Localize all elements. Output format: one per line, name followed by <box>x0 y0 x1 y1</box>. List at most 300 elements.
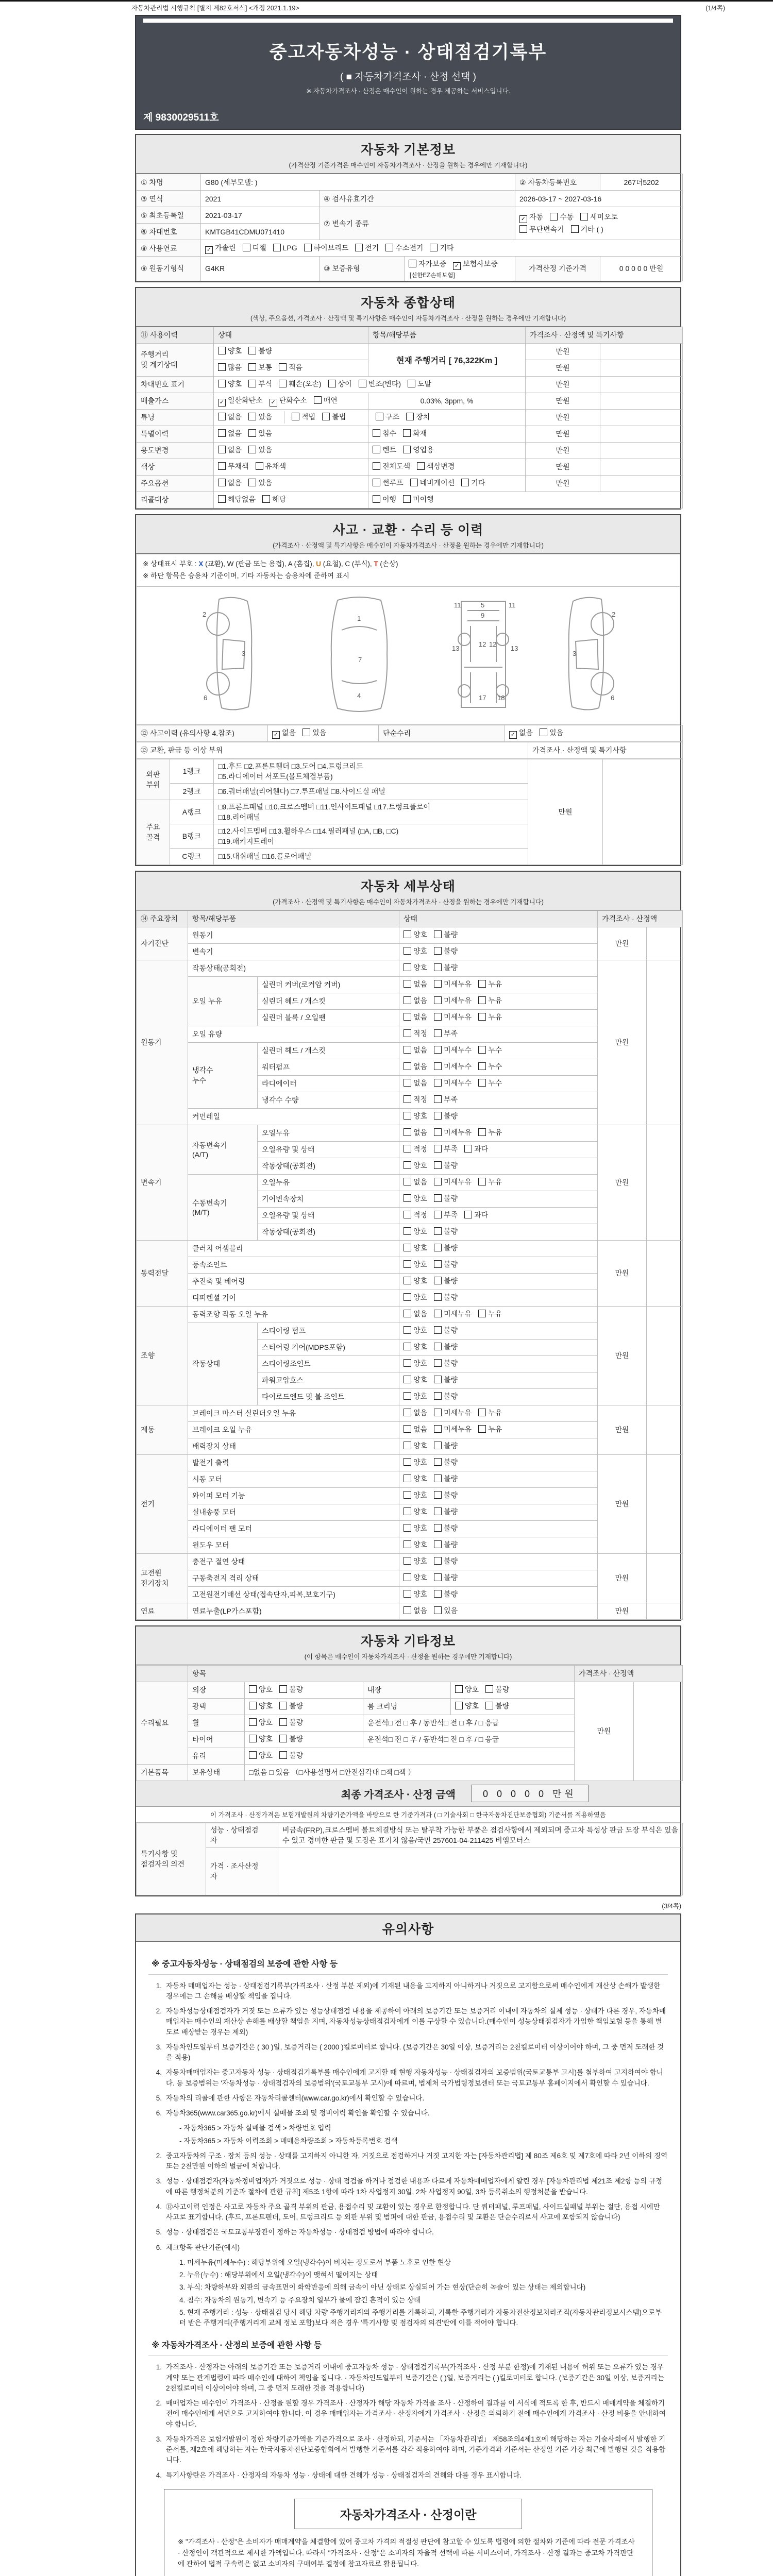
checkbox-option[interactable]: ✓ 자동 <box>519 211 543 224</box>
checkbox-option[interactable]: 양호 <box>404 1226 427 1238</box>
checkbox-option[interactable]: ✓ 일산화탄소 <box>218 395 263 407</box>
checkbox-option[interactable]: 없음 <box>218 477 242 489</box>
table-cell: 와이퍼 모터 기능 <box>188 1487 399 1504</box>
checkbox-option[interactable]: 해당 <box>262 494 286 506</box>
checkbox-option[interactable]: 불량 <box>434 1275 458 1287</box>
checkbox-icon <box>404 1425 411 1433</box>
checkbox-option[interactable]: 양호 <box>404 1539 427 1551</box>
checkbox-option[interactable]: 영업용 <box>403 444 434 456</box>
checkbox-option[interactable]: 없음 <box>404 1407 427 1419</box>
checkbox-option[interactable]: 누유 <box>478 1423 502 1436</box>
checkbox-option[interactable]: 불량 <box>434 1539 458 1551</box>
checkbox-option[interactable]: 누유 <box>478 1127 502 1139</box>
checkbox-option[interactable]: 누유 <box>478 1011 502 1024</box>
checkbox-option[interactable]: 불량 <box>434 1374 458 1386</box>
table-cell: 만원 <box>598 1553 647 1603</box>
checkbox-option[interactable]: 미세누유 <box>434 1127 472 1139</box>
checkbox-option[interactable]: 없음 <box>218 411 242 423</box>
checkbox-icon <box>243 244 250 251</box>
checkbox-icon <box>404 1112 411 1120</box>
options-cell <box>451 1682 575 1698</box>
checkbox-option[interactable]: 미세누유 <box>434 1011 472 1024</box>
checkbox-icon <box>434 1013 442 1021</box>
checkbox-option[interactable]: 불량 <box>248 345 272 358</box>
checkbox-option[interactable]: 부족 <box>434 1209 458 1222</box>
checkbox-option[interactable]: 없음 <box>404 1044 427 1057</box>
checkbox-icon <box>403 446 411 453</box>
checkbox-option[interactable]: 양호 <box>404 1242 427 1255</box>
checkbox-option[interactable]: 불량 <box>434 1506 458 1518</box>
checkbox-option[interactable]: 미이행 <box>403 494 434 506</box>
notice-sub-item: - 자동차365 > 자동차 실매물 검색 > 차량번호 입력 <box>179 2124 331 2132</box>
checkbox-option[interactable]: 있음 <box>248 411 272 423</box>
checkbox-option[interactable]: 수소전기 <box>385 242 423 255</box>
checkbox-option[interactable]: 적정 <box>404 1028 427 1040</box>
checkbox-option[interactable]: 미세누수 <box>434 1044 472 1057</box>
checkbox-option[interactable]: 양호 <box>404 1473 427 1485</box>
options-cell <box>399 943 598 960</box>
notice-item-text: 자동차 매매업자는 성능 · 상태점검기록부(가격조사 · 산정 부분 제외)에 기재된 내용을 고지하지 아니하거나 거짓으로 고지함으로써 매수인에게 재산상 손해가 발생한 경우에는 그 손해를 배상할 책임을 집니다. <box>166 1981 661 2000</box>
checkbox-option[interactable]: LPG <box>273 242 297 255</box>
state-code-segment: T <box>374 560 378 568</box>
checkbox-icon <box>249 1702 257 1709</box>
checkbox-option[interactable]: 불량 <box>434 1160 458 1172</box>
checkbox-option[interactable]: 누유 <box>478 1407 502 1419</box>
checkbox-icon <box>434 996 442 1004</box>
table-cell: 디퍼렌셜 기어 <box>188 1290 399 1306</box>
checkbox-option[interactable]: 양호 <box>249 1750 273 1762</box>
table-cell: 비금속(FRP),크로스멤버 볼트체결방식 또는 탈부착 가능한 부품은 점검사항에서 제외되며 중고차 특성상 판금 도장 부식은 있을 수 있고 경미한 판금 및 도장은 표기치 않음/국민 257601-04-211425 비엠모터스 <box>278 1823 683 1847</box>
checkbox-option[interactable]: 썬루프 <box>373 477 404 489</box>
checkbox-icon <box>404 947 411 955</box>
checkbox-option[interactable]: 불량 <box>434 929 458 941</box>
options-cell <box>214 376 526 393</box>
table-cell: 단순수리 <box>379 725 505 741</box>
table-cell: 용도변경 <box>137 442 214 459</box>
checkbox-option[interactable]: 과다 <box>464 1209 488 1222</box>
table-cell: B랭크 <box>170 824 214 848</box>
table-cell: 원동기 <box>137 960 188 1125</box>
checkbox-option[interactable]: 불량 <box>434 1110 458 1123</box>
checkbox-option[interactable]: 양호 <box>404 1341 427 1353</box>
checkbox-option[interactable]: 전기 <box>355 242 379 255</box>
checkbox-icon <box>279 1685 287 1693</box>
checkbox-option[interactable]: 누유 <box>478 978 502 991</box>
table-cell: 구동축전지 격리 상태 <box>188 1570 399 1586</box>
checkbox-option[interactable]: 적정 <box>404 1143 427 1156</box>
checkbox-option[interactable]: 없음 <box>404 1077 427 1090</box>
notice-item <box>148 2362 668 2394</box>
checkbox-option[interactable]: ✓ 탄화수소 <box>270 395 307 407</box>
checkbox-option[interactable]: 있음 <box>540 727 563 739</box>
checkbox-option[interactable]: 양호 <box>404 1522 427 1535</box>
checkbox-option[interactable]: 있음 <box>434 1605 458 1617</box>
checkbox-icon <box>404 1458 411 1466</box>
notice-item-text: 가격조사 · 산정자는 아래의 보증기간 또는 보증거리 이내에 중고자동차 성능 · 상태점검기록부(가격조사 · 산정 부분 한정)에 기재된 내용에 허위 또는 오류가 있는 경우 계약 또는 관계법령에 따라 매수인에 대하여 책임을 집니다. · 자동차인도일부터 보증기간은 ( )일, 보증거리는 ( )킬로미터로 합니다. (보증기간은 30일 이상, 보증거리는 2천킬로미터 이상이어야 하며, 그 중 먼저 도래한 것을 적용합니다) <box>166 2363 664 2392</box>
checkbox-option[interactable]: 있음 <box>248 444 272 456</box>
checkbox-option[interactable]: 미세누유 <box>434 1176 472 1189</box>
checkbox-option[interactable]: 양호 <box>404 1160 427 1172</box>
checkbox-option[interactable]: 기타 <box>430 242 453 255</box>
notice-item-number: 4. <box>156 2202 162 2211</box>
checkbox-option[interactable]: 미세누유 <box>434 1423 472 1436</box>
checkbox-option[interactable]: 부족 <box>434 1028 458 1040</box>
checkbox-option[interactable]: 없음 <box>404 978 427 991</box>
checkbox-option[interactable]: 양호 <box>404 1325 427 1337</box>
checkbox-option[interactable]: 미세누수 <box>434 1077 472 1090</box>
checkbox-option[interactable]: 유채색 <box>256 461 287 473</box>
checkbox-option[interactable]: 적정 <box>404 1094 427 1106</box>
table-cell: 라디에이터 팬 모터 <box>188 1520 399 1537</box>
final-price-row <box>136 1781 680 1807</box>
checkbox-option[interactable]: 많음 <box>218 362 242 374</box>
checkbox-icon <box>478 996 486 1004</box>
checkbox-option[interactable]: 누유 <box>478 1176 502 1189</box>
checkbox-option[interactable]: 불량 <box>434 1226 458 1238</box>
checkbox-option[interactable]: 불량 <box>434 1341 458 1353</box>
checkbox-icon <box>279 1751 287 1759</box>
checkbox-option[interactable]: 디젤 <box>243 242 266 255</box>
page-number: (1/4쪽) <box>705 5 725 12</box>
table-cell: □15.대쉬패널 □16.플로어패널 <box>214 848 528 865</box>
checkbox-icon <box>434 1062 442 1070</box>
checkbox-option[interactable]: ✓ 보험사보증 <box>453 258 498 270</box>
accident-parts-header <box>136 742 680 759</box>
checkbox-option[interactable]: 불량 <box>279 1750 303 1762</box>
checkbox-option[interactable]: 수동 <box>550 211 574 224</box>
checkbox-option[interactable]: 불량 <box>279 1717 303 1729</box>
checkbox-option[interactable]: 양호 <box>404 1374 427 1386</box>
checkbox-option[interactable]: 구조 <box>376 411 399 423</box>
options-cell <box>399 1108 598 1125</box>
checkbox-option[interactable]: 미세누유 <box>434 978 472 991</box>
notice-item-number: 4. <box>156 2069 162 2077</box>
checkbox-option[interactable]: 없음 <box>218 444 242 456</box>
table-cell: 발전기 출력 <box>188 1454 399 1471</box>
checkbox-option[interactable]: 불량 <box>434 1242 458 1255</box>
options-cell <box>399 1438 598 1454</box>
table-cell: 작동상태(공회전) <box>258 1158 399 1174</box>
table-cell: 가격 · 조사산정 자 <box>206 1847 278 1895</box>
checkbox-option[interactable]: ✓ 없음 <box>272 727 296 739</box>
checkbox-icon <box>434 1128 442 1136</box>
checkbox-option[interactable]: 양호 <box>404 1588 427 1601</box>
checkbox-option[interactable]: 없음 <box>404 1127 427 1139</box>
checkbox-option[interactable]: 누수 <box>478 1044 502 1057</box>
checkbox-icon <box>461 479 469 486</box>
table-cell: 특기사항 및 점검자의 의견 <box>137 1823 206 1895</box>
checkbox-option[interactable]: 있음 <box>248 477 272 489</box>
checkbox-option[interactable]: 미세누유 <box>434 995 472 1007</box>
options-cell <box>214 343 368 360</box>
checkbox-option[interactable]: 불량 <box>434 1193 458 1205</box>
checkbox-icon <box>404 1029 411 1037</box>
checkbox-option[interactable]: 누유 <box>478 1308 502 1320</box>
checkbox-option[interactable]: 적법 <box>292 411 315 423</box>
checkbox-option[interactable]: 양호 <box>404 1193 427 1205</box>
options-cell <box>214 426 368 442</box>
checkbox-option[interactable]: 양호 <box>249 1700 273 1713</box>
checkbox-option[interactable]: 매연 <box>314 395 338 407</box>
checkbox-option[interactable]: 없음 <box>218 428 242 440</box>
checkbox-option[interactable]: 불량 <box>279 1733 303 1745</box>
checkbox-option[interactable]: 불량 <box>434 962 458 974</box>
checkbox-option[interactable]: 적정 <box>404 1209 427 1222</box>
checkbox-option[interactable]: 불량 <box>485 1700 509 1713</box>
options-cell <box>399 1553 598 1570</box>
checkbox-option[interactable]: 불량 <box>434 1456 458 1469</box>
checkbox-option[interactable]: 적음 <box>279 362 303 374</box>
table-cell: 가격조사 · 산정액 및 특기사항 <box>528 742 683 758</box>
checkbox-option[interactable]: 하이브리드 <box>304 242 349 255</box>
checkbox-icon <box>279 1718 287 1726</box>
table-cell <box>647 927 683 960</box>
checkbox-icon <box>478 1013 486 1021</box>
checkbox-option[interactable]: 부족 <box>434 1143 458 1156</box>
svg-text:7: 7 <box>358 655 362 664</box>
table-cell: 스티어링 펌프 <box>258 1323 399 1339</box>
table-cell: 주요옵션 <box>137 475 214 492</box>
table-cell <box>603 759 683 865</box>
checkbox-option[interactable]: 있음 <box>303 727 326 739</box>
checkbox-option[interactable]: 불량 <box>434 1391 458 1403</box>
checkbox-option[interactable]: 불량 <box>279 1700 303 1713</box>
checkbox-option[interactable]: 양호 <box>455 1684 479 1696</box>
options-cell <box>399 1306 598 1323</box>
notice-item <box>148 2067 668 2089</box>
checkbox-icon <box>434 980 442 988</box>
checkbox-option[interactable]: 불량 <box>434 1292 458 1304</box>
table-cell: 상태 <box>399 910 598 927</box>
options-cell <box>399 1355 598 1372</box>
inspector-opinion-table <box>136 1823 680 1895</box>
checkbox-icon <box>359 380 366 387</box>
checkbox-option[interactable]: 양호 <box>249 1717 273 1729</box>
checkbox-option[interactable]: 양호 <box>404 929 427 941</box>
checkbox-option[interactable]: 불량 <box>434 1259 458 1271</box>
checkbox-option[interactable]: 기타 <box>461 477 485 489</box>
checkbox-icon <box>404 1013 411 1021</box>
checkbox-option[interactable]: 양호 <box>404 1391 427 1403</box>
checkbox-option[interactable]: 과다 <box>464 1143 488 1156</box>
checkbox-option[interactable]: 없음 <box>404 1011 427 1024</box>
section-title-text: 유의사항 <box>382 1922 434 1937</box>
checkbox-icon <box>292 413 299 420</box>
checkbox-option[interactable]: 불량 <box>434 945 458 958</box>
checkbox-option[interactable]: 양호 <box>404 1489 427 1502</box>
checkbox-option[interactable]: 불량 <box>434 1555 458 1568</box>
options-cell <box>399 1290 598 1306</box>
options-cell <box>399 1471 598 1487</box>
checkbox-option[interactable]: 무단변속기 <box>519 224 564 236</box>
table-cell: 만원 <box>598 960 647 1125</box>
options-cell <box>399 1570 598 1586</box>
checkbox-icon <box>373 495 380 503</box>
checkbox-option[interactable]: 불법 <box>322 411 346 423</box>
checkbox-option[interactable]: 양호 <box>404 1259 427 1271</box>
checkbox-option[interactable]: 양호 <box>404 1506 427 1518</box>
table-cell: 오일 누유 <box>188 976 258 1026</box>
checkbox-icon <box>404 1194 411 1202</box>
checkbox-option[interactable]: 미세누유 <box>434 1308 472 1320</box>
checkbox-option[interactable]: 미세누수 <box>434 1061 472 1073</box>
options-cell <box>245 1731 363 1748</box>
checkbox-option[interactable]: 있음 <box>248 428 272 440</box>
checkbox-option[interactable]: 양호 <box>218 378 242 391</box>
final-price-value: 0 0 0 0 0 만원 <box>471 1785 589 1802</box>
checkbox-icon <box>376 413 383 420</box>
checkbox-option[interactable]: 양호 <box>404 945 427 958</box>
checkbox-icon <box>404 1540 411 1548</box>
table-cell <box>600 442 683 459</box>
checkbox-option[interactable]: 이행 <box>373 494 396 506</box>
checkbox-option[interactable]: 양호 <box>404 1440 427 1452</box>
checkbox-option[interactable]: 양호 <box>404 1555 427 1568</box>
checkbox-option[interactable]: 양호 <box>404 1456 427 1469</box>
options-cell <box>399 1405 598 1421</box>
checkbox-icon <box>409 260 416 267</box>
checkbox-option[interactable]: 색상변경 <box>417 461 455 473</box>
checkbox-option[interactable]: 누수 <box>478 1061 502 1073</box>
table-cell <box>600 376 683 393</box>
checkbox-option[interactable]: 양호 <box>404 1110 427 1123</box>
checkbox-option[interactable]: 훼손(오손) <box>279 378 321 391</box>
notice-item-number: 1. <box>156 2363 162 2371</box>
checkbox-option[interactable]: 불량 <box>434 1572 458 1584</box>
checkbox-icon <box>373 462 380 470</box>
svg-text:12: 12 <box>489 640 497 648</box>
notice-item-text: 자동차의 리콜에 관한 사항은 자동차리콜센터(www.car.go.kr)에서 확인할 수 있습니다. <box>166 2094 425 2102</box>
checkbox-icon <box>417 462 425 470</box>
table-cell: 스티어링조인트 <box>258 1355 399 1372</box>
checkbox-option[interactable]: 없음 <box>404 1061 427 1073</box>
checkbox-option[interactable]: 양호 <box>404 1292 427 1304</box>
options-cell <box>399 1092 598 1108</box>
checkbox-icon <box>404 1062 411 1070</box>
checkbox-option[interactable]: 불량 <box>434 1440 458 1452</box>
checkbox-option[interactable]: 불량 <box>434 1489 458 1502</box>
checkbox-option[interactable]: 무채색 <box>218 461 249 473</box>
notice-item-number: 5. <box>156 2094 162 2102</box>
pricing-box-body: ※ "가격조사 · 산정"은 소비자가 매매계약을 체결함에 있어 중고차 가격의 적절성 판단에 참고할 수 있도록 법령에 의한 절차와 기준에 따라 전문 가격조사 · 산정인이 객관적으로 제시한 가액입니다. 따라서 "가격조사 · 산정"은 소비자의 자율적 선택에 따른 서비스이며, 가격조사 · 산정 결과는 중고차 가격판단에 관하여 법적 구속력은 없고 소비자의 구매여부 결정에 참고자료로 활용됩니다. <box>178 2537 635 2568</box>
table-cell: □없음 □ 있음 （□사용설명서 □안전삼각대 □잭 □잭 ） <box>245 1764 575 1781</box>
checkbox-icon <box>403 495 411 503</box>
checkbox-option[interactable]: 세미오토 <box>580 211 618 224</box>
checkbox-option[interactable]: 불량 <box>434 1522 458 1535</box>
checkbox-option[interactable]: 없음 <box>404 1423 427 1436</box>
checkbox-option[interactable]: 양호 <box>249 1733 273 1745</box>
checkbox-option[interactable]: 없음 <box>404 995 427 1007</box>
checkbox-option[interactable]: 양호 <box>404 1572 427 1584</box>
checkbox-option[interactable]: 없음 <box>404 1308 427 1320</box>
table-cell: 연료누출(LP가스포함) <box>188 1603 399 1619</box>
table-cell: KMTGB41CDMU071410 <box>201 224 320 240</box>
etc-info-table <box>136 1665 680 1781</box>
checkbox-icon <box>478 1425 486 1433</box>
checkbox-option[interactable]: 양호 <box>404 1275 427 1287</box>
table-cell: 유리 <box>188 1748 245 1764</box>
checkbox-icon <box>218 413 226 420</box>
page-head <box>131 3 725 12</box>
state-code-segment: (손상) <box>378 560 398 568</box>
basic-info-table <box>136 174 680 281</box>
checkbox-option[interactable]: 화재 <box>403 428 427 440</box>
checkbox-option[interactable]: 자가보증 <box>409 258 446 270</box>
checkbox-option[interactable]: 부식 <box>248 378 272 391</box>
table-cell: 주요 골격 <box>137 800 170 865</box>
checkbox-option[interactable]: 누유 <box>478 995 502 1007</box>
checkbox-icon <box>478 1062 486 1070</box>
options-cell <box>399 927 598 943</box>
checkbox-option[interactable]: 양호 <box>218 345 242 358</box>
checkbox-option[interactable]: ✓ 없음 <box>509 727 533 739</box>
table-cell: ① 차명 <box>137 174 201 191</box>
checkbox-option[interactable]: 렌트 <box>373 444 396 456</box>
checkbox-option[interactable]: 보통 <box>248 362 272 374</box>
checkbox-option[interactable]: 부족 <box>434 1094 458 1106</box>
options-cell <box>399 993 598 1009</box>
checkbox-icon <box>248 479 256 486</box>
table-cell: ⑦ 변속기 종류 <box>320 207 515 240</box>
checkbox-icon <box>279 1702 287 1709</box>
checkbox-option[interactable]: 누수 <box>478 1077 502 1090</box>
table-cell: ⑥ 차대번호 <box>137 224 201 240</box>
notice1-items <box>148 1981 668 2329</box>
checkbox-icon <box>279 1735 287 1742</box>
checkbox-option[interactable]: 기타 ( ) <box>571 224 603 236</box>
checkbox-option[interactable]: 불량 <box>279 1684 303 1696</box>
checkbox-option[interactable]: 불량 <box>434 1588 458 1601</box>
checkbox-option[interactable]: 장치 <box>406 411 430 423</box>
checkbox-icon <box>464 1211 472 1218</box>
table-cell: 만원 <box>598 1454 647 1553</box>
checkbox-option[interactable]: 상이 <box>328 378 352 391</box>
checkbox-option[interactable]: 불량 <box>434 1358 458 1370</box>
checkbox-option[interactable]: 양호 <box>404 1358 427 1370</box>
section-title-text: 자동차 기타정보 <box>361 1634 456 1649</box>
checkbox-option[interactable]: 변조(변타) <box>359 378 401 391</box>
table-cell: 수동변속기 (M/T) <box>188 1174 258 1240</box>
table-cell: 충전구 절연 상태 <box>188 1553 399 1570</box>
checkbox-icon <box>249 1751 257 1759</box>
checkbox-option[interactable]: 불량 <box>485 1684 509 1696</box>
checkbox-icon <box>434 1442 442 1449</box>
svg-text:1: 1 <box>357 614 361 622</box>
checkbox-option[interactable]: 불량 <box>434 1473 458 1485</box>
checkbox-option[interactable]: 미세누유 <box>434 1407 472 1419</box>
table-cell: 라디에이터 <box>258 1075 399 1092</box>
options-cell <box>399 1125 598 1141</box>
form-reference: 자동차관리법 시행규칙 [별지 제82호서식] <개정 2021.1.19> <box>131 5 299 12</box>
table-cell: 타이로드엔드 및 볼 조인트 <box>258 1388 399 1405</box>
notice-item-text: 중고자동차의 구조 · 장치 등의 성능 · 상태를 고지하지 아니한 자, 거짓으로 점검하거나 거짓 고지한 자는 [자동차관리법] 제 80조 제6호 및 제7호에 따라 2년 이하의 징역 또는 2천만원 이하의 벌금에 처합니다. <box>166 2151 668 2171</box>
checkbox-icon <box>434 1326 442 1334</box>
checkbox-option[interactable]: 양호 <box>404 962 427 974</box>
svg-text:6: 6 <box>611 693 615 702</box>
checkbox-option[interactable]: 양호 <box>249 1684 273 1696</box>
checkbox-option[interactable]: 전체도색 <box>373 461 410 473</box>
checkbox-option[interactable]: 불량 <box>434 1325 458 1337</box>
checkbox-option[interactable]: ✓ 가솔린 <box>205 242 236 255</box>
checkbox-option[interactable]: 침수 <box>373 428 396 440</box>
checkbox-icon: ✓ <box>509 731 517 739</box>
checkbox-option[interactable]: 없음 <box>404 1176 427 1189</box>
checkbox-option[interactable]: 없음 <box>404 1605 427 1617</box>
checkbox-option[interactable]: 양호 <box>455 1700 479 1713</box>
checkbox-option[interactable]: 해당없음 <box>218 494 256 506</box>
checkbox-option[interactable]: 네비게이션 <box>410 477 455 489</box>
checkbox-option[interactable]: 도말 <box>408 378 431 391</box>
